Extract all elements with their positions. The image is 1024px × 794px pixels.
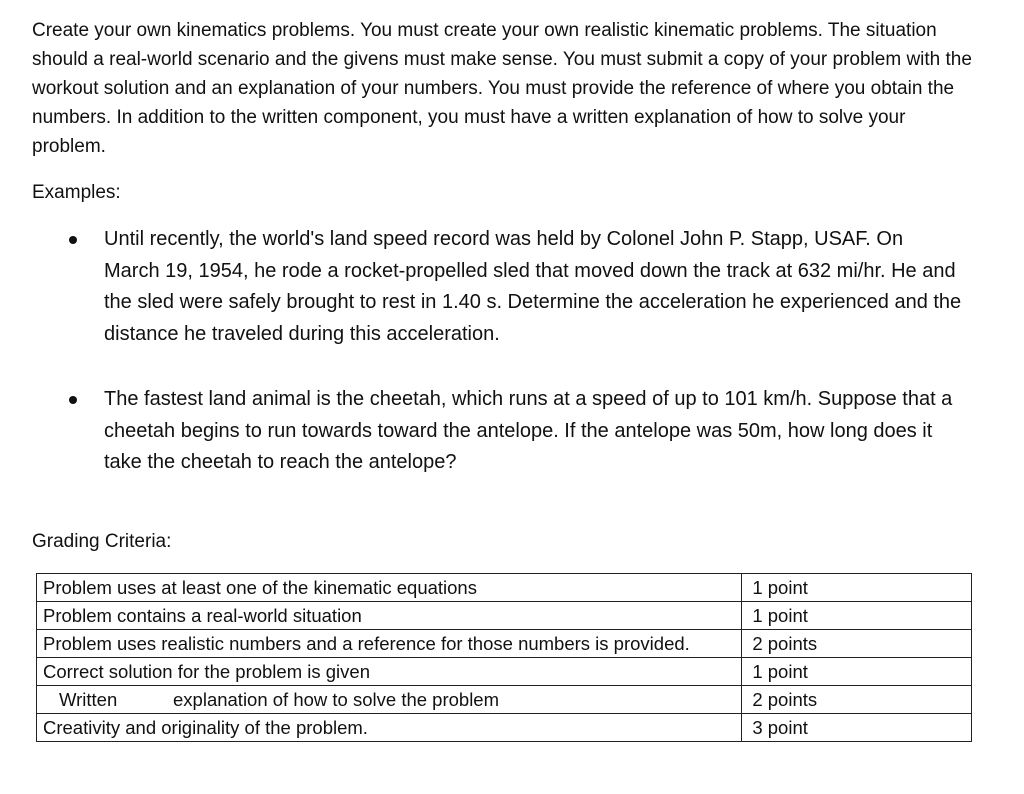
table-row bbox=[37, 714, 972, 742]
criterion-cell: Correct solution for the problem is given bbox=[37, 658, 742, 686]
points-cell: 1 point bbox=[742, 574, 972, 602]
points-cell: 1 point bbox=[742, 658, 972, 686]
criterion-cell: Problem uses at least one of the kinematic equations bbox=[37, 574, 742, 602]
intro-paragraph: Create your own kinematics problems. You must create your own realistic kinematic problems. The situation should a real-world scenario and the givens must make sense. You must submit a copy of your problem with the workout solution and an explanation of your numbers. You must provide the reference of where you obtain the numbers. In addition to the written component, you must have a written explanation of how to solve your problem. bbox=[32, 20, 972, 157]
grading-table bbox=[36, 573, 972, 742]
bullet-icon bbox=[69, 396, 77, 404]
table-row bbox=[37, 658, 972, 686]
table-row bbox=[37, 574, 972, 602]
table-row bbox=[37, 630, 972, 658]
points-cell: 2 points bbox=[742, 630, 972, 658]
criterion-prefix: Written bbox=[59, 689, 118, 710]
table-row bbox=[37, 602, 972, 630]
example-text: The fastest land animal is the cheetah, which runs at a speed of up to 101 km/h. Suppose that a cheetah begins to run towards toward the antelope. If the antelope was 50m, how long does it take the cheetah to reach the antelope? bbox=[104, 388, 953, 473]
criterion-cell: Problem uses realistic numbers and a reference for those numbers is provided. bbox=[37, 630, 742, 658]
criterion-cell bbox=[37, 686, 742, 714]
points-cell: 1 point bbox=[742, 602, 972, 630]
points-cell: 3 point bbox=[742, 714, 972, 742]
table-row bbox=[37, 686, 972, 714]
criterion-cell: Problem contains a real-world situation bbox=[37, 602, 742, 630]
example-item-cheetah bbox=[104, 384, 964, 479]
example-item-stapp bbox=[104, 224, 964, 350]
grading-heading: Grading Criteria: bbox=[32, 531, 172, 552]
examples-heading: Examples: bbox=[32, 182, 121, 203]
bullet-icon bbox=[69, 236, 77, 244]
criterion-cell: Creativity and originality of the problem. bbox=[37, 714, 742, 742]
example-text: Until recently, the world's land speed record was held by Colonel John P. Stapp, USAF. On March 19, 1954, he rode a rocket-propelled sled that moved down the track at 632 mi/hr. He and the sled were safely brought to rest in 1.40 s. Determine the acceleration he experienced and the distance he traveled during this acceleration. bbox=[104, 228, 962, 345]
criterion-text: explanation of how to solve the problem bbox=[173, 689, 500, 710]
points-cell: 2 points bbox=[742, 686, 972, 714]
